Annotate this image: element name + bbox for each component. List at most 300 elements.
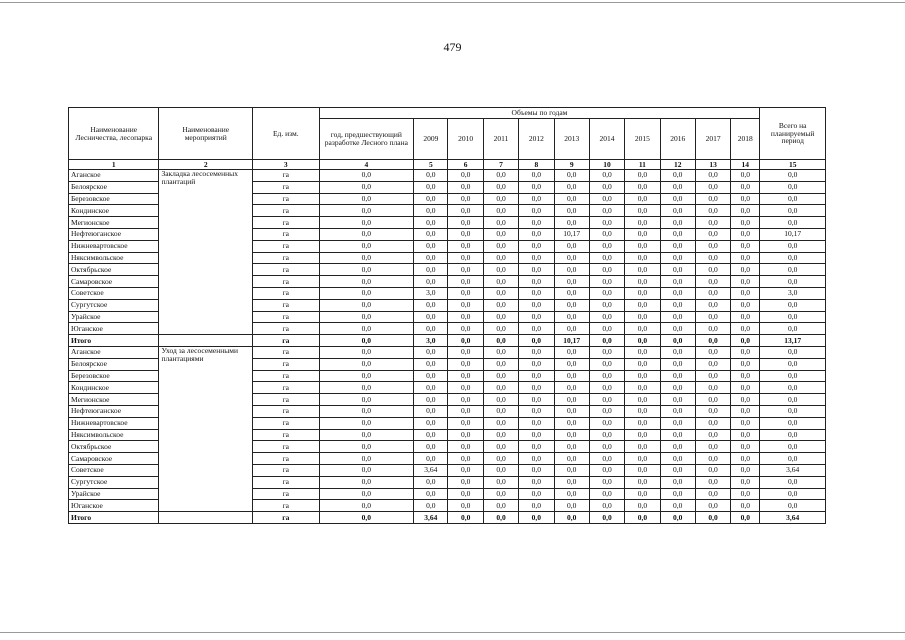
value-cell: 0,0 [448, 512, 483, 524]
total-value-cell: 0,0 [760, 500, 826, 512]
value-cell: 0,0 [319, 394, 414, 406]
column-number: 6 [448, 160, 483, 170]
value-cell: 0,0 [589, 488, 624, 500]
value-cell: 0,0 [695, 429, 730, 441]
activity-name: Закладка лесосеменных плантаций [159, 170, 253, 335]
value-cell: 0,0 [414, 370, 448, 382]
value-cell: 0,0 [319, 500, 414, 512]
value-cell: 0,0 [554, 394, 589, 406]
forestry-name: Нижневартовское [69, 417, 159, 429]
total-value-cell: 0,0 [760, 441, 826, 453]
value-cell: 0,0 [589, 512, 624, 524]
value-cell: 0,0 [625, 181, 660, 193]
value-cell: 0,0 [554, 358, 589, 370]
value-cell: 0,0 [483, 453, 518, 465]
value-cell: 0,0 [483, 417, 518, 429]
value-cell: 0,0 [660, 287, 695, 299]
value-cell: 0,0 [448, 228, 483, 240]
value-cell: 0,0 [519, 358, 554, 370]
value-cell: 0,0 [554, 512, 589, 524]
forestry-name: Березовское [69, 193, 159, 205]
value-cell: 0,0 [319, 358, 414, 370]
value-cell: 0,0 [448, 370, 483, 382]
column-number: 8 [519, 160, 554, 170]
value-cell: 0,0 [660, 476, 695, 488]
total-row [69, 512, 826, 524]
value-cell: 0,0 [731, 205, 760, 217]
total-value-cell: 3,64 [760, 464, 826, 476]
value-cell: 0,0 [554, 441, 589, 453]
value-cell: 0,0 [625, 358, 660, 370]
header-year: 2013 [554, 119, 589, 160]
header-year-prev: год, предшествующий разработке Лесного плана [319, 119, 414, 160]
value-cell: 0,0 [695, 205, 730, 217]
value-cell: 0,0 [448, 252, 483, 264]
value-cell: 0,0 [554, 488, 589, 500]
value-cell: 0,0 [483, 299, 518, 311]
value-cell: 0,0 [319, 429, 414, 441]
value-cell: 0,0 [589, 287, 624, 299]
unit-cell: га [253, 323, 320, 335]
value-cell: 0,0 [660, 311, 695, 323]
value-cell: 0,0 [589, 264, 624, 276]
value-cell: 0,0 [519, 287, 554, 299]
value-cell: 0,0 [414, 382, 448, 394]
total-value-cell: 0,0 [760, 264, 826, 276]
total-value-cell: 0,0 [760, 382, 826, 394]
value-cell: 0,0 [554, 252, 589, 264]
value-cell: 0,0 [660, 252, 695, 264]
value-cell: 0,0 [414, 228, 448, 240]
value-cell: 0,0 [519, 382, 554, 394]
value-cell: 0,0 [625, 228, 660, 240]
value-cell: 0,0 [448, 346, 483, 358]
value-cell: 0,0 [660, 228, 695, 240]
value-cell: 0,0 [731, 228, 760, 240]
value-cell: 0,0 [414, 170, 448, 182]
value-cell: 0,0 [448, 382, 483, 394]
value-cell: 0,0 [731, 382, 760, 394]
forestry-name: Урайское [69, 311, 159, 323]
total-value-cell: 0,0 [760, 205, 826, 217]
value-cell: 0,0 [519, 217, 554, 229]
value-cell: 0,0 [448, 217, 483, 229]
table-row [69, 346, 826, 358]
value-cell: 0,0 [660, 276, 695, 288]
value-cell: 0,0 [414, 405, 448, 417]
activity-name: Уход за лесосеменными плантациями [159, 346, 253, 511]
value-cell: 0,0 [695, 311, 730, 323]
value-cell: 0,0 [731, 252, 760, 264]
value-cell: 0,0 [625, 429, 660, 441]
unit-cell: га [253, 394, 320, 406]
value-cell: 0,0 [731, 181, 760, 193]
value-cell: 0,0 [660, 405, 695, 417]
value-cell: 0,0 [319, 264, 414, 276]
value-cell: 0,0 [519, 205, 554, 217]
value-cell: 0,0 [695, 441, 730, 453]
value-cell: 0,0 [554, 405, 589, 417]
value-cell: 0,0 [589, 299, 624, 311]
column-number: 10 [589, 160, 624, 170]
unit-cell: га [253, 299, 320, 311]
activity-empty-cell [159, 512, 253, 524]
header-year: 2014 [589, 119, 624, 160]
value-cell: 0,0 [483, 181, 518, 193]
value-cell: 0,0 [731, 358, 760, 370]
value-cell: 0,0 [483, 394, 518, 406]
value-cell: 0,0 [448, 394, 483, 406]
value-cell: 0,0 [625, 287, 660, 299]
value-cell: 0,0 [519, 464, 554, 476]
unit-cell: га [253, 512, 320, 524]
total-value-cell: 3,64 [760, 512, 826, 524]
forestry-name: Советское [69, 287, 159, 299]
value-cell: 0,0 [448, 299, 483, 311]
value-cell: 0,0 [625, 240, 660, 252]
forestry-name: Няксимвольское [69, 252, 159, 264]
value-cell: 0,0 [731, 464, 760, 476]
column-number: 4 [319, 160, 414, 170]
value-cell: 0,0 [731, 311, 760, 323]
value-cell: 0,0 [625, 464, 660, 476]
value-cell: 0,0 [589, 429, 624, 441]
value-cell: 0,0 [625, 500, 660, 512]
value-cell: 0,0 [519, 441, 554, 453]
value-cell: 0,0 [554, 370, 589, 382]
total-value-cell: 0,0 [760, 323, 826, 335]
value-cell: 0,0 [483, 240, 518, 252]
value-cell: 0,0 [448, 264, 483, 276]
forestry-name: Октябрьское [69, 441, 159, 453]
value-cell: 0,0 [519, 346, 554, 358]
value-cell: 0,0 [554, 476, 589, 488]
value-cell: 0,0 [519, 417, 554, 429]
forestry-name: Аганское [69, 170, 159, 182]
value-cell: 0,0 [319, 193, 414, 205]
value-cell: 0,0 [319, 453, 414, 465]
value-cell: 0,0 [660, 217, 695, 229]
value-cell: 0,0 [554, 287, 589, 299]
total-value-cell: 0,0 [760, 358, 826, 370]
value-cell: 0,0 [448, 429, 483, 441]
value-cell: 0,0 [695, 500, 730, 512]
value-cell: 0,0 [660, 193, 695, 205]
value-cell: 0,0 [483, 228, 518, 240]
value-cell: 0,0 [695, 382, 730, 394]
value-cell: 0,0 [589, 382, 624, 394]
value-cell: 0,0 [319, 170, 414, 182]
value-cell: 0,0 [731, 346, 760, 358]
header-total: Всего на планируемый период [760, 108, 826, 160]
value-cell: 0,0 [731, 335, 760, 347]
value-cell: 0,0 [319, 335, 414, 347]
value-cell: 0,0 [660, 335, 695, 347]
value-cell: 0,0 [731, 441, 760, 453]
value-cell: 0,0 [414, 311, 448, 323]
value-cell: 0,0 [319, 346, 414, 358]
header-year: 2017 [695, 119, 730, 160]
total-value-cell: 0,0 [760, 299, 826, 311]
bottom-scan-edge [0, 632, 905, 633]
value-cell: 0,0 [554, 276, 589, 288]
value-cell: 0,0 [519, 276, 554, 288]
value-cell: 0,0 [625, 370, 660, 382]
value-cell: 0,0 [731, 276, 760, 288]
value-cell: 0,0 [319, 217, 414, 229]
value-cell: 0,0 [483, 382, 518, 394]
value-cell: 0,0 [319, 240, 414, 252]
value-cell: 0,0 [319, 370, 414, 382]
unit-cell: га [253, 217, 320, 229]
forestry-name: Белоярское [69, 181, 159, 193]
value-cell: 0,0 [731, 323, 760, 335]
value-cell: 0,0 [625, 205, 660, 217]
value-cell: 0,0 [414, 323, 448, 335]
value-cell: 0,0 [519, 228, 554, 240]
unit-cell: га [253, 181, 320, 193]
unit-cell: га [253, 193, 320, 205]
value-cell: 0,0 [448, 311, 483, 323]
value-cell: 0,0 [589, 453, 624, 465]
value-cell: 0,0 [625, 170, 660, 182]
value-cell: 0,0 [519, 405, 554, 417]
value-cell: 0,0 [448, 488, 483, 500]
value-cell: 0,0 [483, 170, 518, 182]
value-cell: 0,0 [589, 346, 624, 358]
value-cell: 0,0 [731, 429, 760, 441]
value-cell: 0,0 [695, 299, 730, 311]
value-cell: 0,0 [589, 394, 624, 406]
value-cell: 0,0 [448, 335, 483, 347]
value-cell: 0,0 [319, 287, 414, 299]
value-cell: 0,0 [554, 311, 589, 323]
column-number: 15 [760, 160, 826, 170]
forestry-name: Белоярское [69, 358, 159, 370]
column-number: 5 [414, 160, 448, 170]
value-cell: 0,0 [660, 170, 695, 182]
unit-cell: га [253, 370, 320, 382]
value-cell: 0,0 [589, 370, 624, 382]
value-cell: 0,0 [625, 311, 660, 323]
value-cell: 0,0 [319, 441, 414, 453]
value-cell: 0,0 [319, 181, 414, 193]
unit-cell: га [253, 417, 320, 429]
header-unit: Ед. изм. [253, 108, 320, 160]
total-value-cell: 13,17 [760, 335, 826, 347]
value-cell: 0,0 [660, 264, 695, 276]
value-cell: 0,0 [554, 417, 589, 429]
value-cell: 0,0 [414, 417, 448, 429]
value-cell: 0,0 [589, 405, 624, 417]
forestry-name: Самаровское [69, 276, 159, 288]
value-cell: 0,0 [448, 205, 483, 217]
value-cell: 0,0 [414, 252, 448, 264]
value-cell: 0,0 [554, 299, 589, 311]
value-cell: 0,0 [660, 500, 695, 512]
column-number: 9 [554, 160, 589, 170]
value-cell: 0,0 [660, 394, 695, 406]
value-cell: 0,0 [589, 205, 624, 217]
value-cell: 0,0 [519, 370, 554, 382]
unit-cell: га [253, 228, 320, 240]
value-cell: 0,0 [319, 417, 414, 429]
value-cell: 0,0 [519, 193, 554, 205]
column-number: 11 [625, 160, 660, 170]
value-cell: 0,0 [448, 358, 483, 370]
value-cell: 0,0 [660, 181, 695, 193]
value-cell: 0,0 [519, 181, 554, 193]
value-cell: 0,0 [519, 453, 554, 465]
value-cell: 0,0 [448, 417, 483, 429]
value-cell: 0,0 [319, 228, 414, 240]
value-cell: 0,0 [448, 441, 483, 453]
page-number: 479 [443, 40, 462, 54]
unit-cell: га [253, 382, 320, 394]
value-cell: 0,0 [625, 346, 660, 358]
unit-cell: га [253, 311, 320, 323]
value-cell: 0,0 [448, 287, 483, 299]
total-row [69, 335, 826, 347]
value-cell: 0,0 [731, 264, 760, 276]
total-value-cell: 0,0 [760, 181, 826, 193]
value-cell: 0,0 [695, 464, 730, 476]
value-cell: 0,0 [625, 217, 660, 229]
value-cell: 0,0 [519, 240, 554, 252]
value-cell: 0,0 [483, 441, 518, 453]
value-cell: 0,0 [414, 429, 448, 441]
value-cell: 0,0 [554, 170, 589, 182]
value-cell: 0,0 [625, 335, 660, 347]
value-cell: 0,0 [414, 453, 448, 465]
value-cell: 3,64 [414, 512, 448, 524]
value-cell: 0,0 [554, 346, 589, 358]
value-cell: 0,0 [448, 500, 483, 512]
value-cell: 10,17 [554, 335, 589, 347]
value-cell: 0,0 [319, 323, 414, 335]
value-cell: 0,0 [660, 464, 695, 476]
value-cell: 0,0 [448, 170, 483, 182]
value-cell: 0,0 [519, 299, 554, 311]
value-cell: 0,0 [319, 405, 414, 417]
forestry-name: Юганское [69, 323, 159, 335]
unit-cell: га [253, 240, 320, 252]
value-cell: 0,0 [448, 476, 483, 488]
value-cell: 0,0 [448, 276, 483, 288]
value-cell: 0,0 [319, 276, 414, 288]
header-year: 2018 [731, 119, 760, 160]
value-cell: 0,0 [414, 488, 448, 500]
column-number: 13 [695, 160, 730, 170]
value-cell: 0,0 [414, 500, 448, 512]
value-cell: 0,0 [589, 276, 624, 288]
total-value-cell: 3,0 [760, 287, 826, 299]
value-cell: 0,0 [695, 264, 730, 276]
value-cell: 0,0 [483, 323, 518, 335]
value-cell: 0,0 [695, 240, 730, 252]
column-number: 3 [253, 160, 320, 170]
value-cell: 0,0 [625, 252, 660, 264]
value-cell: 0,0 [448, 464, 483, 476]
value-cell: 0,0 [731, 405, 760, 417]
value-cell: 0,0 [483, 193, 518, 205]
value-cell: 0,0 [589, 240, 624, 252]
value-cell: 0,0 [625, 512, 660, 524]
value-cell: 0,0 [660, 488, 695, 500]
forestry-name: Юганское [69, 500, 159, 512]
forestry-name: Кондинское [69, 205, 159, 217]
value-cell: 0,0 [448, 240, 483, 252]
value-cell: 0,0 [589, 335, 624, 347]
unit-cell: га [253, 405, 320, 417]
value-cell: 0,0 [319, 512, 414, 524]
value-cell: 0,0 [319, 476, 414, 488]
value-cell: 0,0 [483, 217, 518, 229]
unit-cell: га [253, 335, 320, 347]
value-cell: 0,0 [695, 181, 730, 193]
value-cell: 0,0 [414, 441, 448, 453]
value-cell: 0,0 [554, 464, 589, 476]
value-cell: 0,0 [731, 488, 760, 500]
value-cell: 0,0 [660, 512, 695, 524]
total-value-cell: 0,0 [760, 394, 826, 406]
forestry-name: Самаровское [69, 453, 159, 465]
value-cell: 0,0 [519, 500, 554, 512]
value-cell: 0,0 [660, 240, 695, 252]
value-cell: 0,0 [554, 429, 589, 441]
value-cell: 0,0 [625, 193, 660, 205]
value-cell: 0,0 [731, 170, 760, 182]
value-cell: 0,0 [483, 205, 518, 217]
value-cell: 0,0 [695, 488, 730, 500]
value-cell: 0,0 [695, 193, 730, 205]
forestry-name: Сургутское [69, 299, 159, 311]
header-year: 2012 [519, 119, 554, 160]
value-cell: 0,0 [483, 346, 518, 358]
value-cell: 0,0 [660, 346, 695, 358]
value-cell: 0,0 [319, 299, 414, 311]
value-cell: 0,0 [695, 512, 730, 524]
value-cell: 0,0 [414, 181, 448, 193]
header-volumes: Объемы по годам [319, 108, 760, 119]
forestry-name: Нижневартовское [69, 240, 159, 252]
value-cell: 0,0 [731, 299, 760, 311]
value-cell: 0,0 [589, 476, 624, 488]
value-cell: 0,0 [414, 358, 448, 370]
unit-cell: га [253, 252, 320, 264]
value-cell: 0,0 [319, 464, 414, 476]
total-value-cell: 0,0 [760, 488, 826, 500]
value-cell: 0,0 [483, 311, 518, 323]
value-cell: 0,0 [695, 394, 730, 406]
value-cell: 0,0 [483, 358, 518, 370]
forestry-name: Урайское [69, 488, 159, 500]
value-cell: 0,0 [554, 382, 589, 394]
unit-cell: га [253, 287, 320, 299]
column-number: 12 [660, 160, 695, 170]
total-value-cell: 0,0 [760, 193, 826, 205]
value-cell: 0,0 [731, 193, 760, 205]
column-number: 14 [731, 160, 760, 170]
value-cell: 0,0 [448, 405, 483, 417]
value-cell: 0,0 [414, 193, 448, 205]
value-cell: 0,0 [483, 252, 518, 264]
value-cell: 0,0 [483, 335, 518, 347]
value-cell: 0,0 [483, 264, 518, 276]
unit-cell: га [253, 453, 320, 465]
value-cell: 0,0 [414, 217, 448, 229]
total-label: Итого [69, 512, 159, 524]
